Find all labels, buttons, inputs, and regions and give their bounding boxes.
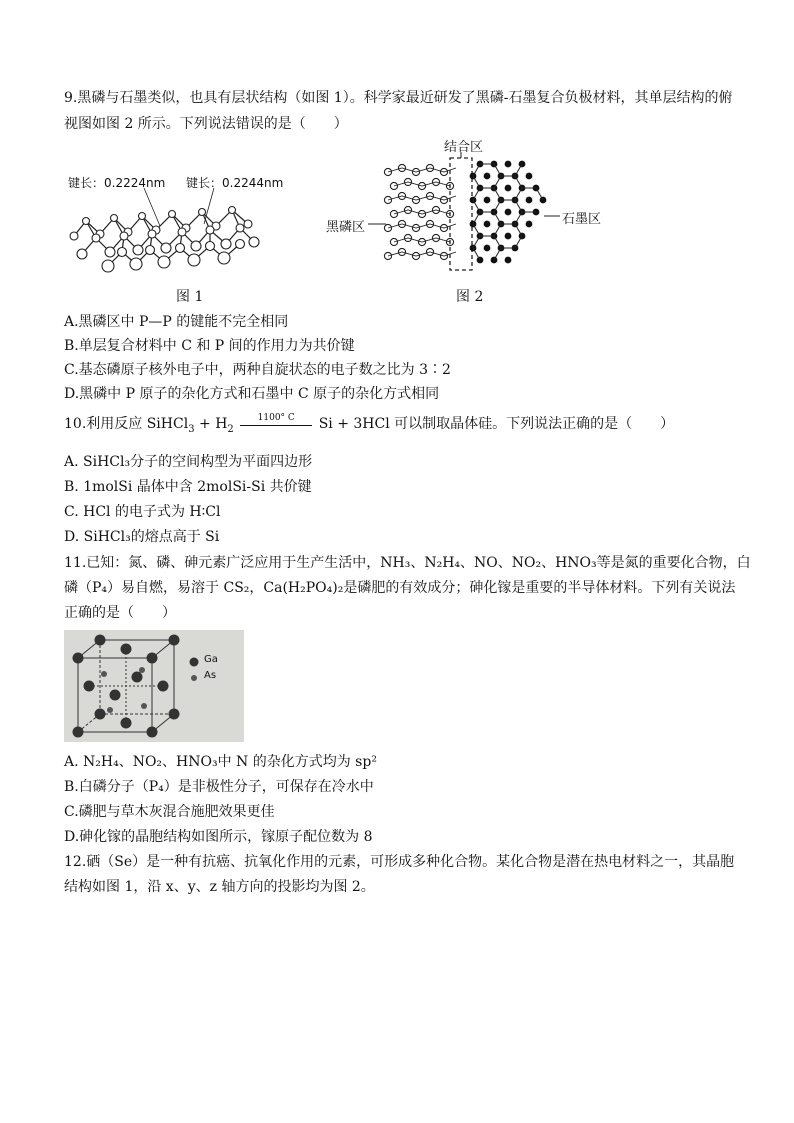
q11-legend-as: As	[204, 670, 217, 681]
q9-fig2-label-junction: 结合区	[444, 140, 484, 155]
q10-reaction-arrow	[238, 414, 314, 434]
q11-stem-line1: 11.已知：氮、磷、砷元素广泛应用于生产生活中，NH₃、N₂H₄、NO、NO₂、HNO₃等是氮的重要化合物，白	[64, 555, 751, 571]
q9-fig1-bond-length-1: 键长：0.2224nm	[68, 176, 166, 190]
q9-fig2-label-graphite: 石墨区	[562, 212, 602, 227]
q10-reaction-condition: 1100° C	[257, 413, 295, 423]
q9-fig1-caption: 图 1	[176, 289, 204, 305]
q11-option-c: C.磷肥与草木灰混合施肥效果更佳	[64, 804, 275, 820]
q12-stem-line1: 12.硒（Se）是一种有抗癌、抗氧化作用的元素，可形成多种化合物。某化合物是潜在热电材料之一，其晶胞	[64, 854, 735, 870]
q9-option-a: A.黑磷区中 P—P 的键能不完全相同	[64, 314, 289, 330]
q10-stem-plus: + H	[194, 416, 228, 432]
q9-fig2-caption: 图 2	[456, 289, 484, 305]
q11-gaas-crystal-figure	[64, 630, 244, 742]
q9-option-d: D.黑磷中 P 原子的杂化方式和石墨中 C 原子的杂化方式相同	[64, 386, 440, 402]
q10-option-d: D. SiHCl₃的熔点高于 Si	[64, 529, 220, 545]
q10-sub-3: 3	[188, 423, 195, 435]
gaas-unit-cell-diagram	[64, 630, 244, 742]
q11-option-d: D.砷化镓的晶胞结构如图所示，镓原子配位数为 8	[64, 829, 373, 845]
q11-legend-ga: Ga	[204, 654, 218, 665]
q9-fig1-bond-length-2: 键长：0.2244nm	[186, 176, 284, 190]
q10-arrow-bar	[240, 425, 312, 426]
q9-stem-line1: 9.黑磷与石墨类似，也具有层状结构（如图 1）。科学家最近研发了黑磷-石墨复合负极材料，其单层结构的俯	[64, 90, 733, 106]
q10-sub-2: 2	[227, 423, 234, 435]
q10-option-c: C. HCl 的电子式为 H∶Cl	[64, 504, 221, 520]
q9-option-b: B.单层复合材料中 C 和 P 间的作用力为共价键	[64, 338, 355, 354]
q10-stem-prefix: 10.利用反应 SiHCl	[64, 416, 189, 432]
q11-stem-line3: 正确的是（ ）	[64, 605, 176, 621]
q11-stem-line2: 磷（P₄）易自燃，易溶于 CS₂，Ca(H₂PO₄)₂是磷肥的有效成分；砷化镓是重要的半导体材料。下列有关说法	[64, 580, 736, 596]
q10-option-b: B. 1molSi 晶体中含 2molSi-Si 共价键	[64, 479, 312, 495]
q10-stem	[64, 414, 674, 440]
q11-option-b: B.白磷分子（P₄）是非极性分子，可保存在冷水中	[64, 779, 374, 795]
q9-fig2-label-black-phosphorus: 黑磷区	[326, 220, 366, 235]
q12-stem-line2: 结构如图 1，沿 x、y、z 轴方向的投影均为图 2。	[64, 879, 375, 895]
q10-option-a: A. SiHCl₃分子的空间构型为平面四边形	[64, 454, 313, 470]
q9-option-c: C.基态磷原子核外电子中，两种自旋状态的电子数之比为 3∶2	[64, 362, 451, 378]
q9-figure-2	[326, 140, 622, 280]
q9-stem-line2: 视图如图 2 所示。下列说法错误的是（ ）	[64, 116, 348, 132]
q9-figure-1	[64, 166, 304, 278]
q10-stem-product: Si + 3HCl 可以制取晶体硅。下列说法正确的是（ ）	[318, 416, 675, 432]
q11-option-a: A. N₂H₄、NO₂、HNO₃中 N 的杂化方式均为 sp²	[64, 754, 377, 770]
